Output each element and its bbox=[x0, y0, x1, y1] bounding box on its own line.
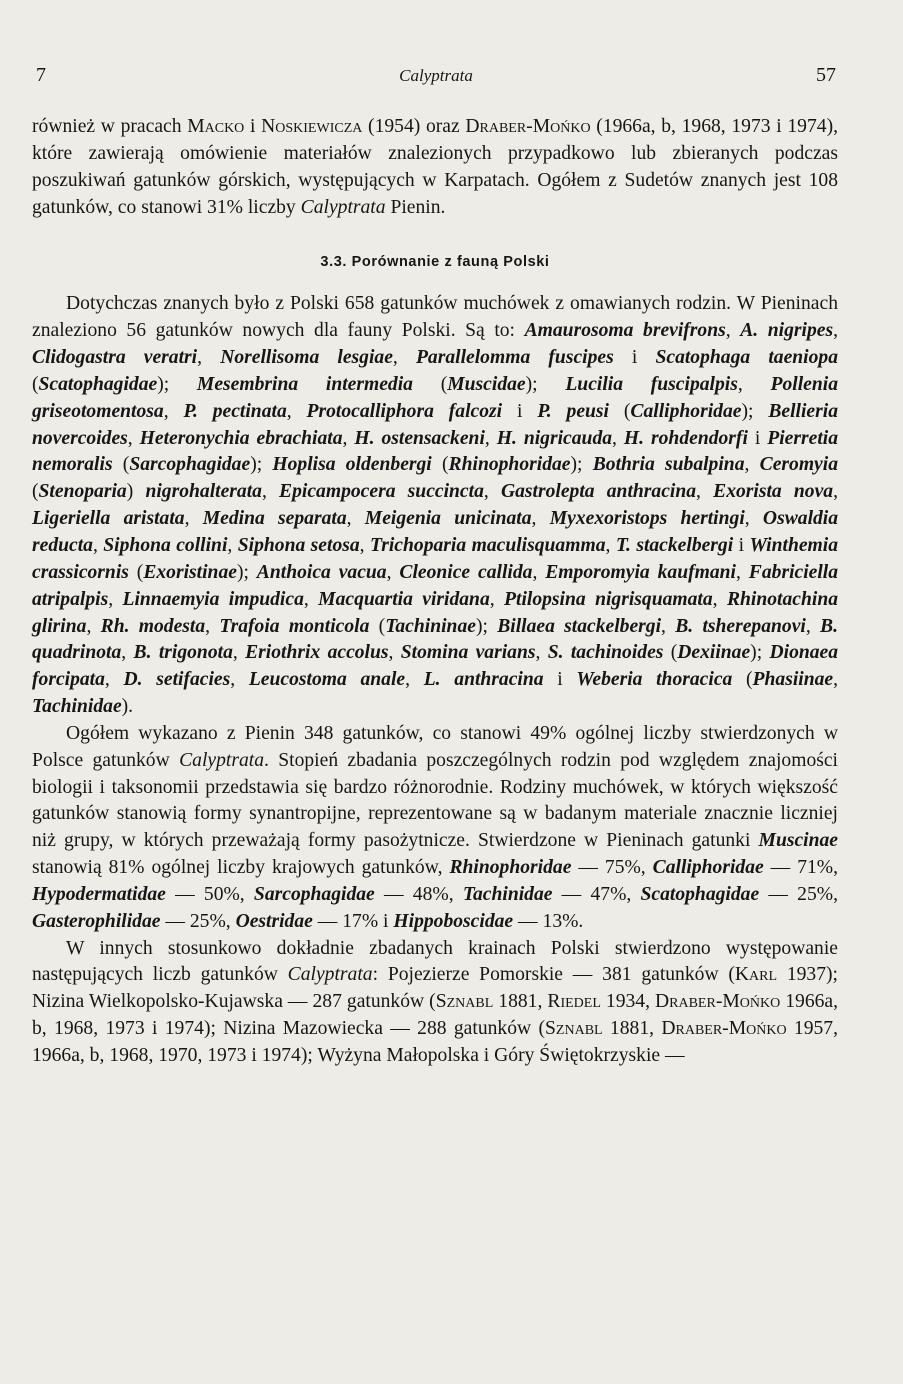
taxon-name: Exorista nova bbox=[713, 481, 834, 503]
taxon-name: Ptilopsina nigrisquamata bbox=[504, 588, 713, 610]
text-run: ); bbox=[475, 615, 498, 637]
text-run: ( bbox=[369, 615, 386, 637]
text-run: , bbox=[744, 454, 760, 476]
text-run: , bbox=[531, 508, 550, 530]
taxon-name: H. nigricauda bbox=[496, 427, 613, 449]
taxon-name: Billaea stackelbergi bbox=[497, 615, 662, 637]
text-run: i bbox=[747, 427, 768, 449]
text-run: , bbox=[725, 320, 741, 342]
running-title: Calyptrata bbox=[399, 66, 473, 85]
taxon-name: Siphona collini bbox=[103, 534, 228, 556]
taxon-name: Calyptrata bbox=[179, 749, 265, 771]
text-run: W innych stosunkowo dokładnie zbadanych krainach Polski stwierdzono występowanie następujących liczb gatunków bbox=[32, 937, 838, 986]
text-run: , bbox=[227, 534, 238, 556]
text-run: i bbox=[733, 534, 750, 556]
text-run: ( bbox=[663, 642, 678, 664]
author-name: Draber-Mońko bbox=[655, 991, 781, 1013]
taxon-name: Oestridae bbox=[235, 910, 313, 932]
taxon-name: Norellisoma lesgiae bbox=[220, 347, 393, 369]
taxon-name: Trafoia monticola bbox=[219, 615, 370, 637]
text-run: ( bbox=[609, 400, 631, 422]
taxon-name: Gastrolepta anthracina bbox=[500, 481, 697, 503]
taxon-name: Oswaldia reducta bbox=[32, 508, 839, 556]
page-number-left: 7 bbox=[36, 64, 46, 86]
taxon-name: Pierretia nemoralis bbox=[32, 427, 839, 476]
text-run: ( bbox=[112, 454, 130, 476]
text-run: ); bbox=[157, 373, 197, 395]
taxon-name: Epicampocera succincta bbox=[279, 481, 484, 503]
text-run: , bbox=[737, 373, 771, 395]
text-run: , bbox=[392, 347, 416, 369]
taxon-name: B. tsherepanovi bbox=[675, 615, 806, 637]
taxon-name: Calliphoridae bbox=[652, 857, 764, 879]
author-name: Noskiewicza bbox=[261, 116, 363, 137]
text-run: , bbox=[388, 642, 401, 664]
taxon-name: Ligeriella aristata bbox=[32, 508, 185, 530]
taxon-name: Winthemia crassicornis bbox=[32, 534, 839, 583]
taxon-name: Parallelomma fuscipes bbox=[415, 347, 614, 369]
taxon-name: Medina separata bbox=[202, 508, 347, 530]
text-run: ( bbox=[128, 561, 144, 583]
text-run: — 48%, bbox=[374, 883, 463, 905]
section-heading bbox=[32, 251, 838, 273]
text-run: : Pojezierze Pomorskie — 381 gatunków ( bbox=[372, 964, 735, 986]
taxon-name: Mesembrina intermedia bbox=[196, 373, 413, 395]
text-run: ); bbox=[250, 454, 273, 476]
taxon-name: Sarcophagidae bbox=[129, 454, 251, 476]
taxon-name: Gasterophilidae bbox=[32, 910, 161, 932]
author-name: Macko bbox=[187, 116, 245, 137]
author-name: Karl bbox=[734, 964, 778, 986]
text-run: , bbox=[489, 588, 505, 610]
text-run: ); bbox=[741, 400, 769, 422]
taxon-name: Stomina varians bbox=[400, 642, 536, 664]
text-run: i bbox=[502, 400, 538, 422]
taxon-name: Phasiinae bbox=[752, 669, 834, 691]
text-run: i bbox=[543, 669, 577, 691]
section-title: Porównanie z fauną Polski bbox=[351, 254, 550, 271]
text-run: , bbox=[833, 481, 838, 503]
text-run: 1881, bbox=[602, 1018, 662, 1040]
taxon-name: Lucilia fuscipalpis bbox=[565, 373, 738, 395]
text-run: ) bbox=[126, 481, 146, 503]
taxon-name: Weberia thoracica bbox=[576, 669, 733, 691]
text-run: — 50%, bbox=[165, 883, 254, 905]
taxon-name: Cleonice callida bbox=[399, 561, 533, 583]
text-run: ( bbox=[32, 481, 39, 503]
text-run: Dotychczas znanych było z Polski 658 gatunków muchówek z omawianych rodzin. W Pieninach znaleziono 56 gatunków nowych dla fauny Polski. Są to: bbox=[32, 293, 838, 342]
taxon-name: Myxexoristops hertingi bbox=[549, 508, 745, 530]
species-list bbox=[32, 320, 838, 717]
text-run: , bbox=[232, 642, 246, 664]
text-run: , bbox=[359, 534, 370, 556]
taxon-name: Calliphoridae bbox=[630, 400, 742, 422]
text-run: — 17% i bbox=[312, 910, 394, 932]
taxon-name: Rhinotachina glirina bbox=[32, 588, 839, 637]
taxon-name: Scatophagidae bbox=[640, 883, 760, 905]
author-name: Draber-Mońko bbox=[465, 116, 591, 137]
text-run: . Stopień zbadania poszczególnych rodzin pod względem znajomości biologii i taksonomii przedstawia się bardzo różnorodnie. Rodziny muchówek, w których większość gatunków stanowią formy synantropijne, reprezentowane są w badanym materiale znacznie liczniej niż grupy, w których przeważają formy pasożytnicze. Stwierdzone w Pieninach gatunki bbox=[32, 749, 839, 852]
taxon-name: Tachininae bbox=[385, 615, 476, 637]
paragraph-2 bbox=[32, 291, 838, 721]
text-run: , bbox=[346, 508, 365, 530]
text-run: , bbox=[744, 508, 763, 530]
text-run: , bbox=[127, 427, 140, 449]
text-run: , bbox=[833, 320, 838, 342]
text-run: — 47%, bbox=[552, 883, 641, 905]
taxon-name: Bothria subalpina bbox=[592, 454, 745, 476]
text-run: , bbox=[696, 481, 714, 503]
text-run: , bbox=[712, 588, 727, 610]
text-run: ); bbox=[750, 642, 770, 664]
text-run: i bbox=[244, 116, 262, 137]
text-run: , bbox=[532, 561, 546, 583]
text-run: , bbox=[612, 427, 624, 449]
taxon-name: H. rohdendorfi bbox=[623, 427, 748, 449]
text-run: , bbox=[205, 615, 220, 637]
text-run: , bbox=[833, 669, 839, 691]
text-run: — 75%, bbox=[571, 857, 653, 879]
text-run: ( bbox=[431, 454, 449, 476]
taxon-name: Sarcophagidae bbox=[253, 883, 375, 905]
taxon-name: Heteronychia ebrachiata bbox=[139, 427, 343, 449]
text-run: — 25%, bbox=[759, 883, 838, 905]
taxon-name: H. ostensackeni bbox=[354, 427, 485, 449]
text-run: , bbox=[92, 534, 104, 556]
taxon-name: Tachinidae bbox=[462, 883, 553, 905]
text-run: — 71%, bbox=[763, 857, 839, 879]
paragraph-4 bbox=[32, 936, 838, 1070]
text-run: (1966a, b, 1968, 1973 i 1974), które zawierają omówienie materiałów znalezionych przypadkowo lub zbieranych podczas poszukiwań gatunków górskich, występujących w Karpatach. Ogółem z Sudetów znanych jest 108 gatunków, co stanowi 31% liczby bbox=[32, 116, 838, 218]
text-run: , bbox=[736, 561, 749, 583]
taxon-name: Rhinophoridae bbox=[449, 857, 572, 879]
taxon-name: Rh. modesta bbox=[100, 615, 206, 637]
taxon-name: Hoplisa oldenbergi bbox=[272, 454, 432, 476]
text-run: ( bbox=[732, 669, 753, 691]
taxon-name: Siphona setosa bbox=[237, 534, 360, 556]
taxon-name: Calyptrata bbox=[287, 964, 373, 986]
text-run: Pienin. bbox=[385, 196, 446, 218]
paragraph-3 bbox=[32, 721, 838, 936]
taxon-name: Hypodermatidae bbox=[32, 883, 166, 905]
taxon-name: L. anthracina bbox=[423, 669, 544, 691]
page-number-right: 57 bbox=[816, 64, 836, 86]
taxon-name: Calyptrata bbox=[300, 196, 386, 218]
text-run: , bbox=[197, 347, 221, 369]
taxon-name: Eriothrix accolus bbox=[245, 642, 389, 664]
text-run: ( bbox=[32, 373, 39, 395]
taxon-name: Tachinidae bbox=[32, 696, 122, 718]
text-run: ); bbox=[236, 561, 257, 583]
text-run: , bbox=[184, 508, 203, 530]
taxon-name: Clidogastra veratri bbox=[32, 347, 198, 369]
text-run: 1957, 1966a, b, 1968, 1970, 1973 i 1974); Wyżyna Małopolska i Góry Świętokrzyskie — bbox=[32, 1018, 838, 1066]
taxon-name: Stenoparia bbox=[38, 481, 127, 503]
text-run: , bbox=[386, 561, 400, 583]
body-text bbox=[32, 114, 838, 1070]
taxon-name: Hippoboscidae bbox=[393, 910, 514, 932]
taxon-name: Emporomyia kaufmani bbox=[545, 561, 736, 583]
text-run: 1937); Nizina Wielkopolsko-Kujawska — 287 gatunków ( bbox=[32, 964, 838, 1013]
text-run: , bbox=[121, 642, 134, 664]
taxon-name: P. peusi bbox=[537, 400, 609, 422]
text-run: , bbox=[484, 427, 497, 449]
text-run: (1954) oraz bbox=[362, 116, 466, 137]
text-run: , bbox=[483, 481, 501, 503]
text-run: , bbox=[108, 588, 123, 610]
taxon-name: Meigenia unicinata bbox=[364, 508, 532, 530]
taxon-name: D. setifacies bbox=[123, 669, 231, 691]
text-run: , bbox=[286, 400, 307, 422]
text-run: , bbox=[535, 642, 548, 664]
taxon-name: Dionaea forcipata bbox=[32, 642, 839, 691]
text-run: , bbox=[104, 669, 124, 691]
text-run: Ogółem wykazano z Pienin 348 gatunków, co stanowi 49% ogólnej liczby stwierdzonych w Polsce gatunków bbox=[32, 722, 838, 771]
text-run: ); bbox=[570, 454, 593, 476]
text-run: ( bbox=[412, 373, 448, 395]
taxon-name: Protocalliphora falcozi bbox=[306, 400, 503, 422]
page-header bbox=[36, 64, 836, 94]
section-number: 3.3. bbox=[320, 254, 348, 271]
taxon-name: P. pectinata bbox=[183, 400, 287, 422]
author-name: Riedel bbox=[547, 991, 601, 1013]
text-run: i bbox=[613, 347, 656, 369]
taxon-name: Rhinophoridae bbox=[448, 454, 571, 476]
text-run: 1966a, b, 1968, 1973 i 1974); Nizina Mazowiecka — 288 gatunków ( bbox=[32, 991, 839, 1040]
taxon-name: Scatophaga taeniopa bbox=[655, 347, 839, 369]
text-run: 1934, bbox=[600, 991, 655, 1013]
text-run: 1881, bbox=[493, 991, 548, 1013]
taxon-name: S. tachinoides bbox=[547, 642, 664, 664]
taxon-name: Bellieria novercoides bbox=[32, 400, 838, 449]
taxon-name: Anthoica vacua bbox=[256, 561, 387, 583]
taxon-name: Muscidae bbox=[447, 373, 526, 395]
taxon-name: B. trigonota bbox=[133, 642, 233, 664]
author-name: Sznabl bbox=[435, 991, 494, 1013]
text-run: stanowią 81% ogólnej liczby krajowych gatunków, bbox=[32, 857, 450, 879]
taxon-name: Leucostoma anale bbox=[248, 669, 406, 691]
taxon-name: nigrohalterata bbox=[145, 481, 262, 503]
text-run: ). bbox=[121, 696, 134, 718]
text-run: ); bbox=[525, 373, 566, 395]
text-run: , bbox=[805, 615, 821, 637]
text-run: również w pracach bbox=[32, 116, 188, 137]
text-run: , bbox=[163, 400, 184, 422]
taxon-name: T. stackelbergi bbox=[615, 534, 734, 556]
taxon-name: Macquartia viridana bbox=[318, 588, 490, 610]
text-run: , bbox=[86, 615, 101, 637]
text-run: , bbox=[303, 588, 319, 610]
text-run: , bbox=[230, 669, 249, 691]
text-run: , bbox=[342, 427, 355, 449]
taxon-name: B. quadrinota bbox=[32, 615, 838, 664]
text-run: — 13%. bbox=[513, 910, 584, 932]
taxon-name: Linnaemyia impudica bbox=[122, 588, 304, 610]
taxon-name: Trichoparia maculisquamma bbox=[370, 534, 606, 556]
taxon-name: Exoristinae bbox=[143, 561, 237, 583]
taxon-name: Ceromyia bbox=[759, 454, 838, 476]
text-run: — 25%, bbox=[160, 910, 236, 932]
text-run: , bbox=[261, 481, 280, 503]
taxon-name: Dexiinae bbox=[677, 642, 751, 664]
taxon-name: A. nigripes bbox=[740, 320, 834, 342]
taxon-name: Scatophagidae bbox=[38, 373, 158, 395]
author-name: Draber-Mońko bbox=[661, 1018, 787, 1040]
taxon-name: Pollenia griseotomentosa bbox=[32, 373, 838, 422]
text-run: , bbox=[405, 669, 424, 691]
text-run: , bbox=[605, 534, 616, 556]
taxon-name: Muscinae bbox=[758, 830, 838, 852]
text-run: , bbox=[661, 615, 676, 637]
taxon-name: Amaurosoma brevifrons bbox=[524, 320, 726, 342]
author-name: Sznabl bbox=[545, 1018, 603, 1040]
taxon-name: Fabriciella atripalpis bbox=[32, 561, 839, 610]
paragraph-1 bbox=[32, 114, 838, 221]
